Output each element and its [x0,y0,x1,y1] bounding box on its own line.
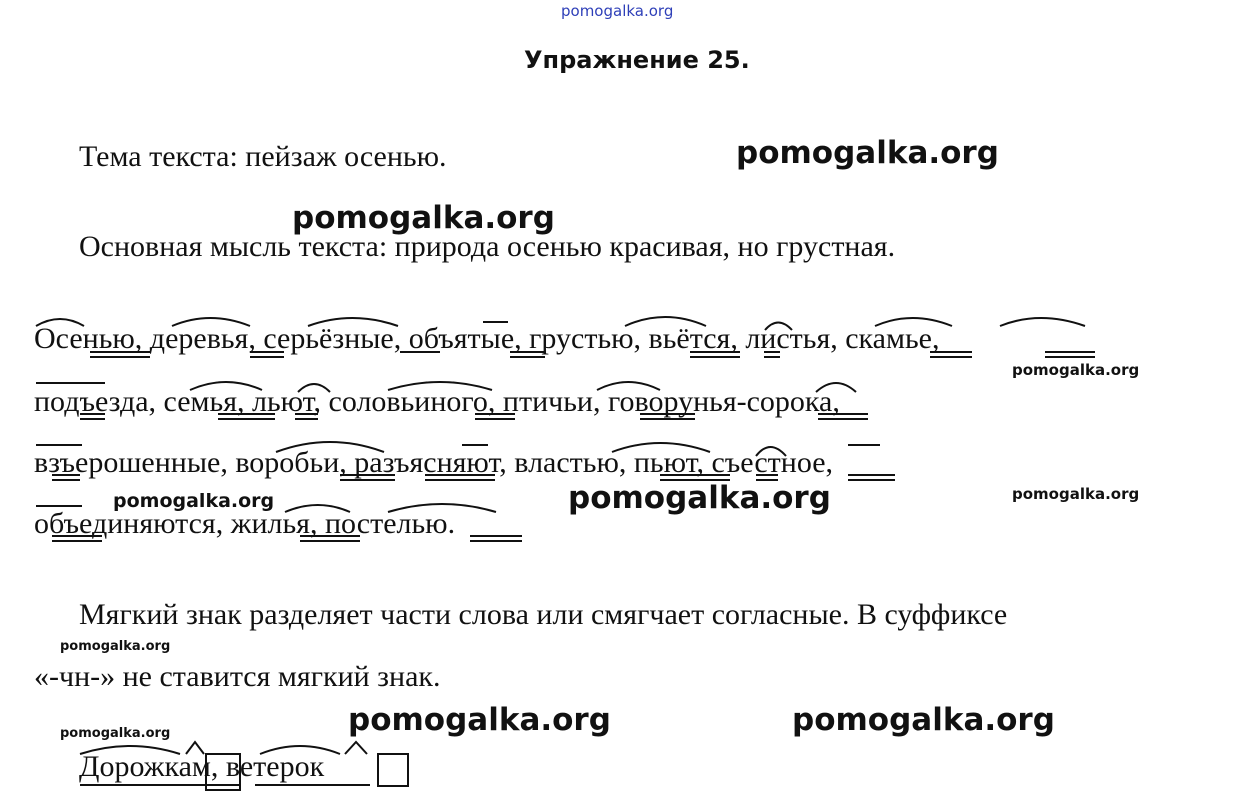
watermark: pomogalka.org [292,200,555,236]
watermark: pomogalka.org [60,726,171,741]
watermark: pomogalka.org [568,480,831,516]
word-line-3: взъерошенные, воробьи, разъясняют, властью, пьют, съестное, [34,446,834,479]
watermark: pomogalka.org [736,135,999,171]
watermark: pomogalka.org [60,639,171,654]
watermark-top: pomogalka.org [561,2,674,20]
watermark: pomogalka.org [1012,485,1140,503]
topic-text: Тема текста: пейзаж осенью. [79,140,447,173]
last-line-text: Дорожкам, ветерок [79,750,325,783]
rule-line-1: Мягкий знак разделяет части слова или смягчает согласные. В суффиксе [79,598,1008,631]
word-line-2: подъезда, семья, льют, соловьиного, птичьи, говорунья-сорока, [34,385,840,418]
watermark: pomogalka.org [113,490,275,512]
word-line-1: Осенью, деревья, серьёзные, объятые, грустью, вьётся, листья, скамье, [34,322,940,355]
watermark: pomogalka.org [348,702,611,738]
exercise-heading: Упражнение 25. [524,46,750,74]
watermark: pomogalka.org [1012,361,1140,379]
watermark: pomogalka.org [792,702,1055,738]
main-idea-text: Основная мысль текста: природа осенью красивая, но грустная. [79,230,896,263]
rule-line-2: «-чн-» не ставится мягкий знак. [34,660,441,693]
word-line-4: объединяются, жилья, постелью. [34,507,456,540]
